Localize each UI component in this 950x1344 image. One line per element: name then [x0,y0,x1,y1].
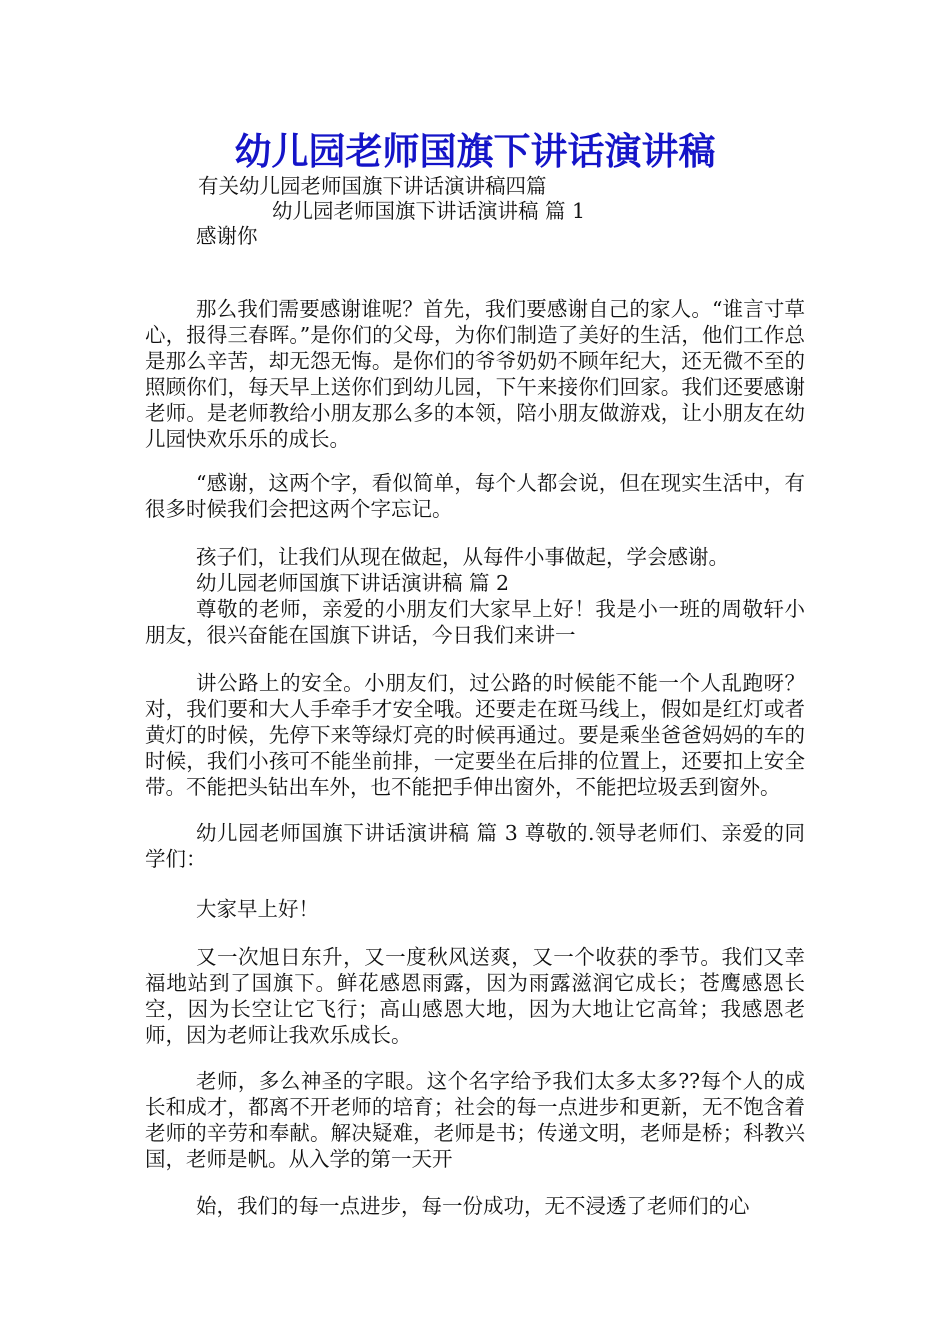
thanks-line: 感谢你 [196,224,258,248]
paragraph-road-safety: 讲公路上的安全。小朋友们，过公路的时候能不能一个人乱跑呀？ 对，我们要和大人手牵手才安全哦。还要走在斑马线上，假如是红灯或者黄灯的时候，先停下来等绿灯亮的时候再通过。要是乘坐爸爸妈妈的车的时候，我们小孩可不能坐前排，一定要坐在后排的位置上，还要扣上安全带。不能把头钻出车外，也不能把手伸出窗外，不能把垃圾丢到窗外。 [145,671,805,799]
document-title: 幼儿园老师国旗下讲话演讲稿 [234,129,716,173]
paragraph-gratitude-words: “感谢，这两个字，看似简单，每个人都会说，但在现实生活中，有很多时候我们会把这两个字忘记。 [145,471,805,521]
paragraph-greeting-speech-2: 尊敬的老师，亲爱的小朋友们大家早上好！我是小一班的周敬轩小朋友，很兴奋能在国旗下讲话，今日我们来讲一 [145,597,805,647]
section-1-heading: 幼儿园老师国旗下讲话演讲稿 篇 1 [272,199,586,223]
paragraph-start-now: 孩子们，让我们从现在做起，从每件小事做起，学会感谢。 [196,545,729,569]
section-3-heading: 幼儿园老师国旗下讲话演讲稿 篇 3 尊敬的.领导老师们、亲爱的同学们： [145,821,805,871]
paragraph-teacher-praise: 老师，多么神圣的字眼。这个名字给予我们太多太多??每个人的成长和成才，都离不开老师的培育；社会的每一点进步和更新，无不饱含着老师的辛劳和奉献。解决疑难，老师是书；传递文明，老师是桥；科教兴国，老师是帆。从入学的第一天开 [145,1069,805,1171]
document-subtitle: 有关幼儿园老师国旗下讲话演讲稿四篇 [198,174,547,198]
paragraph-gratitude-family: 那么我们需要感谢谁呢？首先，我们要感谢自己的家人。“谁言寸草心，报得三春晖。”是你们的父母，为你们制造了美好的生活，他们工作总是那么辛苦，却无怨无悔。是你们的爷爷奶奶不顾年纪大，还无微不至的照顾你们，每天早上送你们到幼儿园，下午来接你们回家。我们还要感谢老师。是老师教给小朋友那么多的本领，陪小朋友做游戏，让小朋友在幼儿园快欢乐乐的成长。 [145,297,805,451]
paragraph-good-morning: 大家早上好！ [196,897,319,921]
section-2-heading: 幼儿园老师国旗下讲话演讲稿 篇 2 [196,571,510,595]
paragraph-progress: 始，我们的每一点进步，每一份成功，无不浸透了老师们的心 [196,1194,750,1218]
paragraph-autumn-gratitude: 又一次旭日东升，又一度秋风送爽，又一个收获的季节。我们又幸福地站到了国旗下。鲜花感恩雨露，因为雨露滋润它成长；苍鹰感恩长空，因为长空让它飞行；高山感恩大地，因为大地让它高耸；我感恩老师，因为老师让我欢乐成长。 [145,945,805,1047]
